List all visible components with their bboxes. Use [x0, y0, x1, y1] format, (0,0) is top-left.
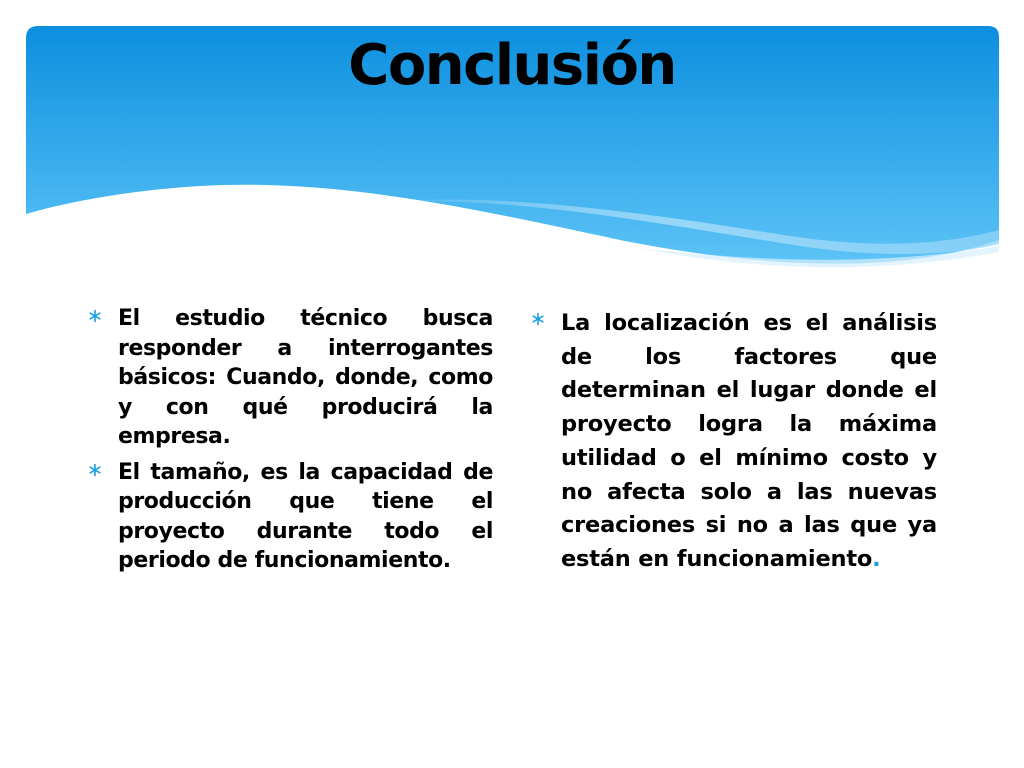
bullet-item-tamano — [88, 458, 493, 576]
bullet-text: El estudio técnico busca responder a interrogantes básicos: Cuando, donde, como y con qué producirá la empresa. — [118, 306, 493, 449]
bullet-text-wrapper — [561, 307, 937, 577]
bullet-item-localizacion — [531, 307, 937, 577]
asterisk-bullet-icon — [88, 463, 102, 477]
bullet-item-estudio-tecnico — [88, 304, 493, 452]
bullet-text: La localización es el análisis de los factores que determinan el lugar donde el proyecto logra la máxima utilidad o el mínimo costo y no afecta solo a las nuevas creaciones si no a las que ya están en funcionamiento — [561, 310, 937, 572]
left-bullet-list — [88, 304, 493, 582]
slide-title: Conclusión — [348, 33, 676, 98]
right-bullet-list — [531, 307, 937, 583]
asterisk-bullet-icon — [88, 309, 102, 323]
trailing-period: . — [872, 545, 881, 572]
asterisk-bullet-icon — [531, 312, 545, 326]
bullet-text: El tamaño, es la capacidad de producción que tiene el proyecto durante todo el periodo de funcionamiento. — [118, 459, 493, 573]
